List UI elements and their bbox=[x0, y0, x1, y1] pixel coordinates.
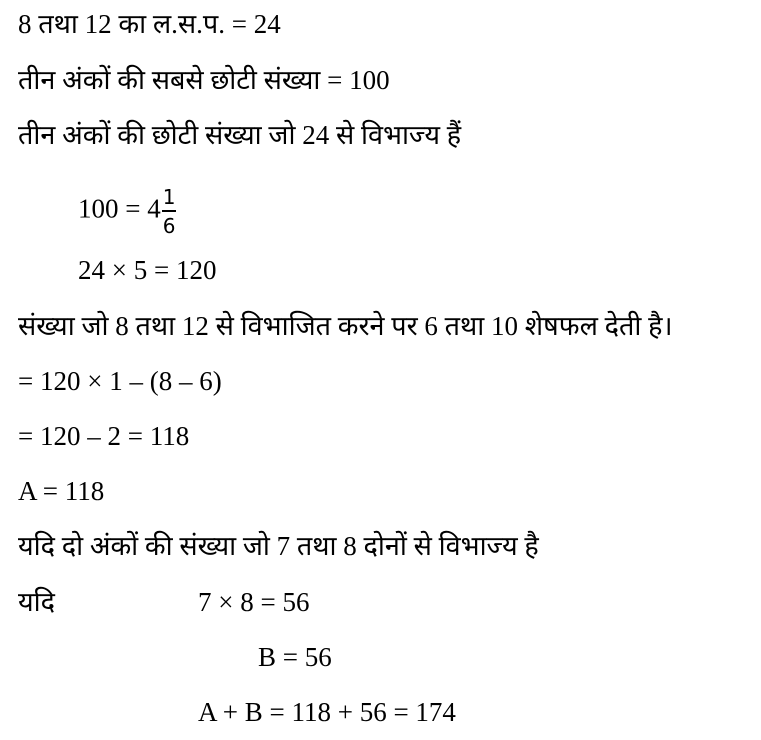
multiplication-line: 24 × 5 = 120 bbox=[78, 255, 217, 285]
sum-line: A + B = 118 + 56 = 174 bbox=[198, 697, 456, 727]
fraction bbox=[162, 186, 177, 237]
two-digit-condition-line: यदि दो अंकों की संख्या जो 7 तथा 8 दोनों से विभाज्य है bbox=[18, 531, 539, 561]
remainder-condition-line: संख्या जो 8 तथा 12 से विभाजित करने पर 6 तथा 10 शेषफल देती है। bbox=[18, 311, 673, 341]
calculation-line-2: = 120 – 2 = 118 bbox=[18, 421, 190, 451]
calculation-line-1: = 120 × 1 – (8 – 6) bbox=[18, 366, 222, 396]
product-line: 7 × 8 = 56 bbox=[198, 587, 310, 617]
b-value-line: B = 56 bbox=[258, 642, 332, 672]
fraction-numerator: 1 bbox=[162, 186, 177, 212]
a-value-line: A = 118 bbox=[18, 476, 105, 506]
division-line bbox=[78, 186, 176, 237]
smallest-three-digit-line: तीन अंकों की सबसे छोटी संख्या = 100 bbox=[18, 65, 390, 95]
condition-label: यदि bbox=[18, 587, 55, 617]
lcm-line: 8 तथा 12 का ल.स.प. = 24 bbox=[18, 9, 281, 39]
division-prefix: 100 = 4 bbox=[78, 193, 161, 224]
divisible-by-24-line: तीन अंकों की छोटी संख्या जो 24 से विभाज्य हैं bbox=[18, 120, 462, 150]
fraction-denominator: 6 bbox=[162, 214, 176, 238]
